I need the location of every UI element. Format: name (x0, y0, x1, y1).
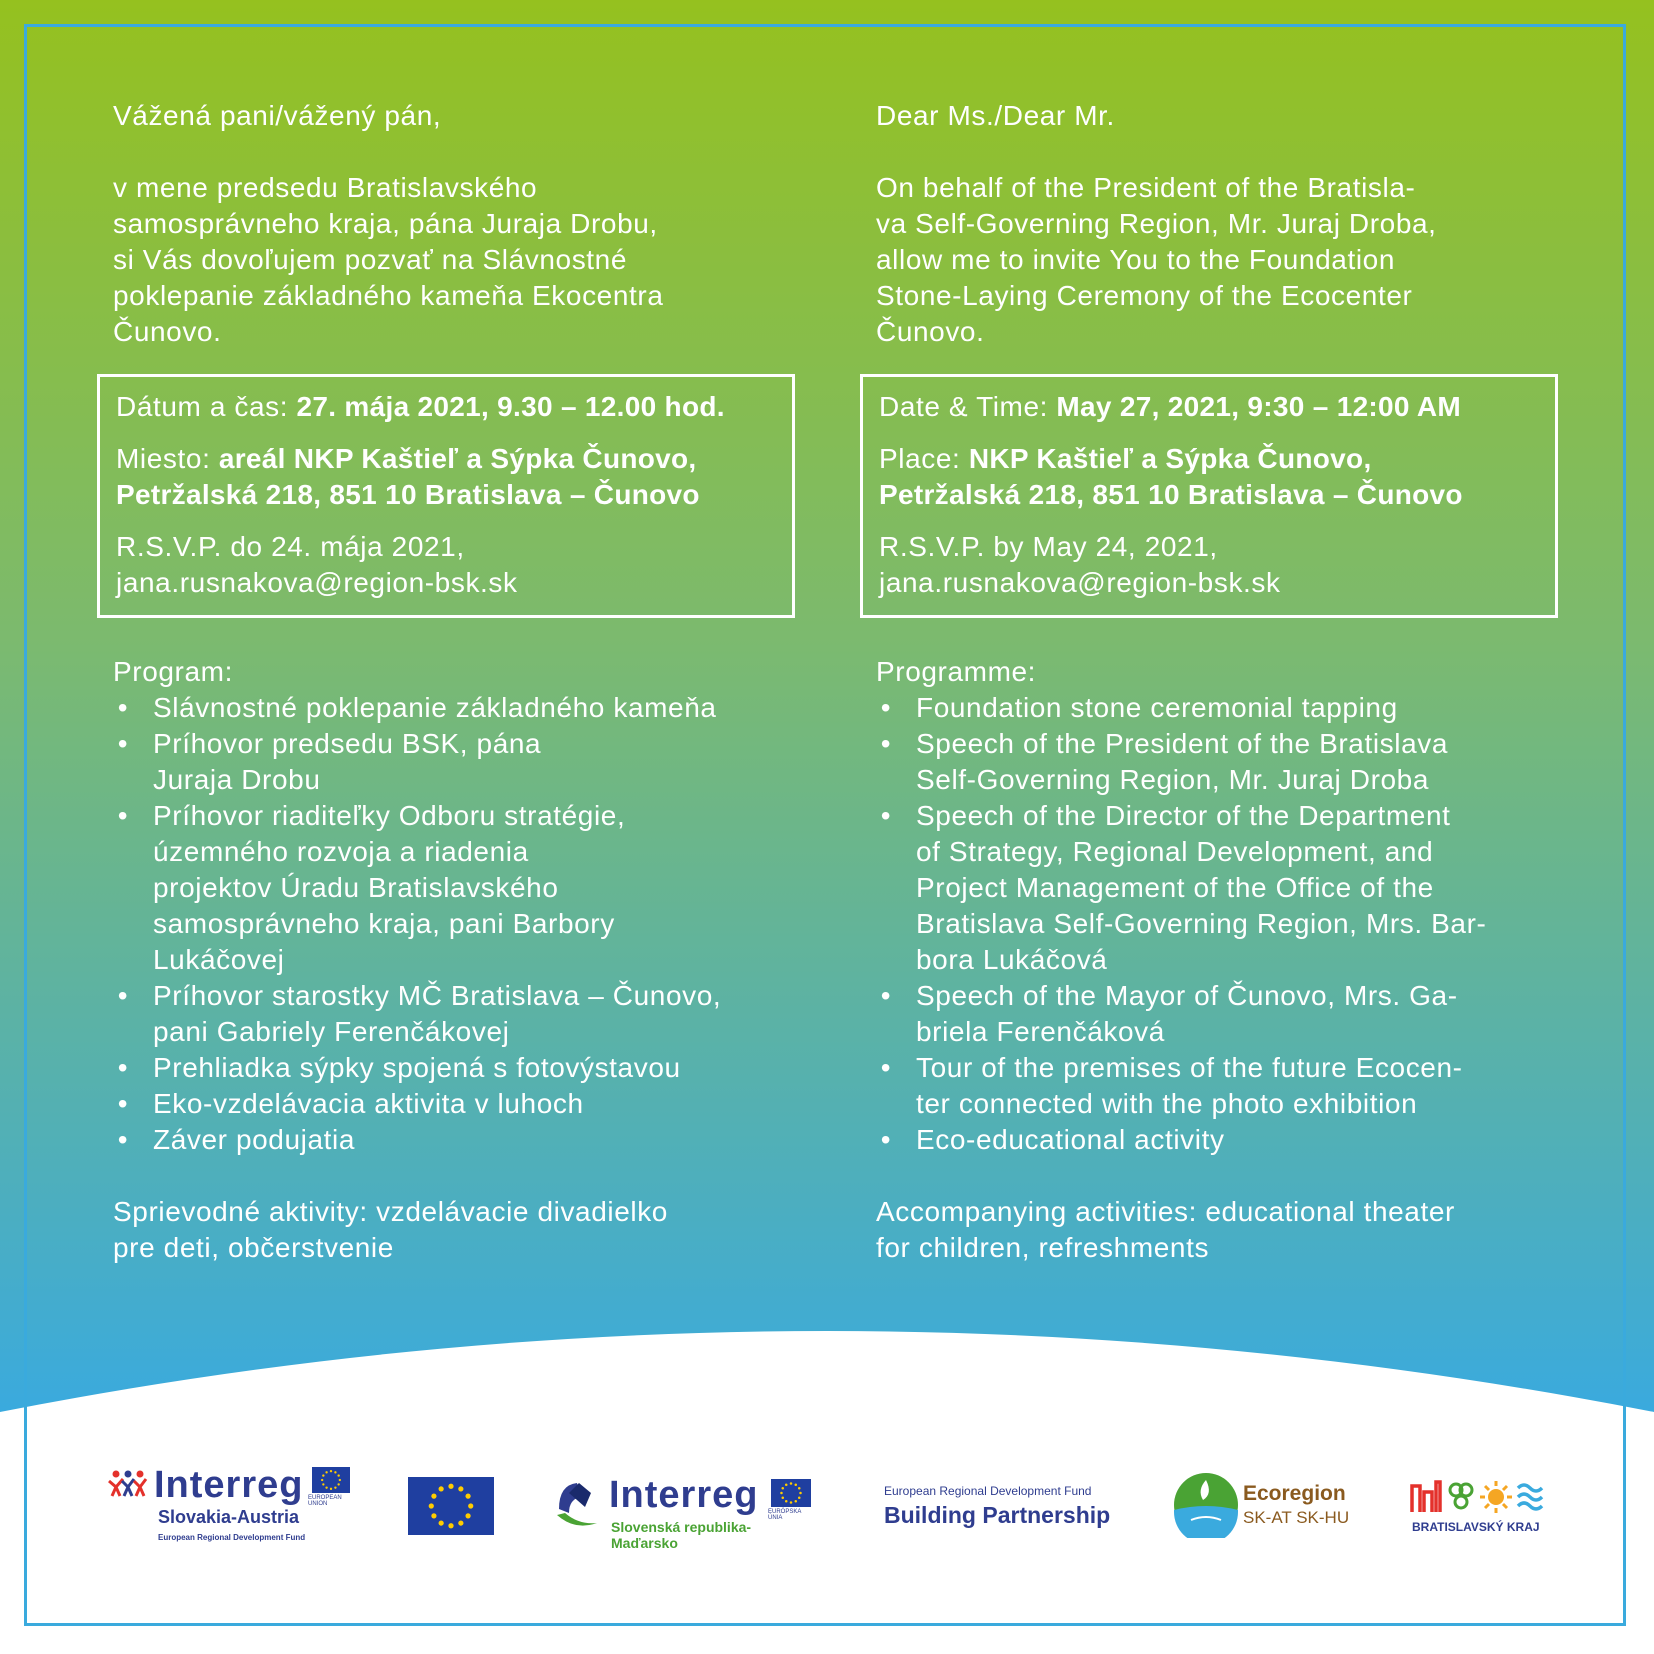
rsvp-row (879, 529, 1539, 601)
fund-caption: European Regional Development Fund (884, 1484, 1092, 1498)
bullet-icon: • (880, 692, 892, 723)
bullet-icon: • (117, 1052, 129, 1083)
program-item-line: Eco-educational activity (916, 1124, 1225, 1155)
partner-logos (0, 1450, 1654, 1580)
interreg-sk-hu-logo (555, 1474, 815, 1551)
program-item (876, 798, 1556, 978)
intro-line: allow me to invite You to the Foundation (876, 244, 1396, 275)
program-list-en (876, 690, 1556, 1158)
program-item (113, 798, 793, 978)
intro-line: Čunovo. (113, 316, 222, 347)
ecoregion-subtitle: SK-AT SK-HU (1243, 1508, 1350, 1527)
greeting-sk: Vážená pani/vážený pán, (113, 100, 442, 131)
event-info-box-sk (97, 374, 795, 618)
program-item-line: územného rozvoja a riadenia (153, 836, 529, 867)
interreg-subtitle: Slovenská republika-Maďarsko (611, 1519, 752, 1551)
program-item-line: Self-Governing Region, Mr. Juraj Droba (916, 764, 1430, 795)
program-item-line: Bratislava Self-Governing Region, Mrs. Bar- (916, 908, 1487, 939)
eu-caption: EURÓPSKA ÚNIA (768, 1509, 802, 1521)
intro-line: Čunovo. (876, 316, 985, 347)
program-item (876, 690, 1556, 726)
event-info-box-en (860, 374, 1558, 618)
bsk-symbols-icon (1410, 1480, 1550, 1514)
program-item-line: briela Ferenčáková (916, 1016, 1165, 1047)
program-item-line: Príhovor starostky MČ Bratislava – Čunovo, (153, 980, 722, 1011)
accompanying-line: for children, refreshments (876, 1232, 1210, 1263)
eu-flag-logo (408, 1477, 494, 1535)
people-icon (108, 1469, 148, 1497)
ecoregion-logo (1173, 1472, 1353, 1542)
program-item-line: projektov Úradu Bratislavského (153, 872, 559, 903)
bullet-icon: • (880, 800, 892, 831)
program-item-line: Lukáčovej (153, 944, 285, 975)
ecoregion-title: Ecoregion (1243, 1482, 1346, 1505)
place-address: Petržalská 218, 851 10 Bratislava – Čunovo (879, 479, 1463, 510)
program-item-line: Eko-vzdelávacia aktivita v luhoch (153, 1088, 584, 1119)
eu-flag-small (312, 1467, 350, 1493)
rsvp-text: R.S.V.P. by May 24, 2021, (879, 531, 1218, 562)
bullet-icon: • (117, 728, 129, 759)
place-row (116, 441, 776, 513)
intro-line: On behalf of the President of the Bratisla- (876, 172, 1416, 203)
interreg-swoosh-icon (555, 1479, 599, 1531)
interreg-wordmark: Interreg (154, 1464, 304, 1506)
date-time-row (116, 389, 776, 425)
program-title-en: Programme: (876, 656, 1037, 687)
program-item-line: of Strategy, Regional Development, and (916, 836, 1434, 867)
program-item (113, 1122, 793, 1158)
program-item-line: Príhovor riaditeľky Odboru stratégie, (153, 800, 626, 831)
date-label: Date & Time: (879, 391, 1057, 422)
intro-line: poklepanie základného kameňa Ekocentra (113, 280, 664, 311)
intro-line: samosprávneho kraja, pána Juraja Drobu, (113, 208, 658, 239)
program-item-line: Speech of the Director of the Department (916, 800, 1451, 831)
ecoregion-emblem-icon (1173, 1472, 1239, 1538)
intro-line: v mene predsedu Bratislavského (113, 172, 538, 203)
intro-line: si Vás dovoľujem pozvať na Slávnostné (113, 244, 628, 275)
date-value: 27. mája 2021, 9.30 – 12.00 hod. (296, 391, 725, 422)
intro-sk (113, 170, 793, 350)
bullet-icon: • (880, 728, 892, 759)
program-item-line: bora Lukáčová (916, 944, 1108, 975)
building-partnership-title: Building Partnership (884, 1502, 1111, 1528)
slovak-column (113, 98, 793, 1266)
program-item-line: Project Management of the Office of the (916, 872, 1434, 903)
program-item (113, 1050, 793, 1086)
program-item-line: Slávnostné poklepanie základného kameňa (153, 692, 717, 723)
program-item-line: samosprávneho kraja, pani Barbory (153, 908, 615, 939)
rsvp-email-link[interactable]: jana.rusnakova@region-bsk.sk (116, 567, 518, 598)
accompanying-line: pre deti, občerstvenie (113, 1232, 394, 1263)
date-time-row (879, 389, 1539, 425)
intro-en (876, 170, 1556, 350)
program-item (113, 978, 793, 1050)
program-item (113, 1086, 793, 1122)
program-item (113, 690, 793, 726)
accompanying-activities-sk (113, 1194, 793, 1266)
program-item (113, 726, 793, 798)
place-address: Petržalská 218, 851 10 Bratislava – Čunovo (116, 479, 700, 510)
bsk-title: BRATISLAVSKÝ KRAJ (1412, 1520, 1540, 1534)
bullet-icon: • (117, 692, 129, 723)
place-value: areál NKP Kaštieľ a Sýpka Čunovo, (218, 443, 697, 474)
program-item-line: Tour of the premises of the future Ecocen- (916, 1052, 1463, 1083)
place-value: NKP Kaštieľ a Sýpka Čunovo, (968, 443, 1372, 474)
accompanying-activities-en (876, 1194, 1556, 1266)
bullet-icon: • (117, 1124, 129, 1155)
bullet-icon: • (880, 1052, 892, 1083)
bullet-icon: • (880, 1124, 892, 1155)
place-row (879, 441, 1539, 513)
program-item-line: Prehliadka sýpky spojená s fotovýstavou (153, 1052, 681, 1083)
program-item-line: Speech of the Mayor of Čunovo, Mrs. Ga- (916, 980, 1458, 1011)
program-item-line: Príhovor predsedu BSK, pána (153, 728, 542, 759)
program-item-line: Juraja Drobu (153, 764, 321, 795)
program-title-sk: Program: (113, 656, 233, 687)
greeting-en: Dear Ms./Dear Mr. (876, 100, 1115, 131)
accompanying-line: Accompanying activities: educational theater (876, 1196, 1455, 1227)
bullet-icon: • (117, 1088, 129, 1119)
bullet-icon: • (880, 980, 892, 1011)
program-list-sk (113, 690, 793, 1158)
program-item (876, 726, 1556, 798)
rsvp-text: R.S.V.P. do 24. mája 2021, (116, 531, 465, 562)
english-column (876, 98, 1556, 1266)
interreg-wordmark: Interreg (609, 1474, 759, 1516)
rsvp-row (116, 529, 776, 601)
eu-stars-icon (771, 1479, 811, 1507)
bratislavsky-kraj-logo (1410, 1480, 1560, 1540)
eu-flag-small (771, 1479, 811, 1507)
bullet-icon: • (117, 980, 129, 1011)
program-item (876, 1050, 1556, 1122)
interreg-slovakia-austria-logo (108, 1465, 358, 1555)
program-item-line: ter connected with the photo exhibition (916, 1088, 1418, 1119)
program-item (876, 1122, 1556, 1158)
bullet-icon: • (117, 800, 129, 831)
program-item (876, 978, 1556, 1050)
date-label: Dátum a čas: (116, 391, 297, 422)
building-partnership-logo (884, 1484, 1114, 1544)
rsvp-email-link[interactable]: jana.rusnakova@region-bsk.sk (879, 567, 1281, 598)
place-label: Place: (879, 443, 969, 474)
fund-caption: European Regional Development Fund (158, 1533, 306, 1542)
date-value: May 27, 2021, 9:30 – 12:00 AM (1056, 391, 1461, 422)
eu-stars-icon (408, 1477, 494, 1535)
intro-line: va Self-Governing Region, Mr. Juraj Droba, (876, 208, 1437, 239)
intro-line: Stone-Laying Ceremony of the Ecocenter (876, 280, 1413, 311)
program-item-line: Speech of the President of the Bratislava (916, 728, 1449, 759)
program-item-line: Záver podujatia (153, 1124, 356, 1155)
accompanying-line: Sprievodné aktivity: vzdelávacie divadielko (113, 1196, 668, 1227)
eu-caption: EUROPEAN UNION (308, 1495, 342, 1507)
place-label: Miesto: (116, 443, 219, 474)
program-item-line: pani Gabriely Ferenčákovej (153, 1016, 510, 1047)
interreg-subtitle: Slovakia-Austria (158, 1507, 300, 1527)
eu-stars-icon (312, 1467, 350, 1493)
program-item-line: Foundation stone ceremonial tapping (916, 692, 1398, 723)
